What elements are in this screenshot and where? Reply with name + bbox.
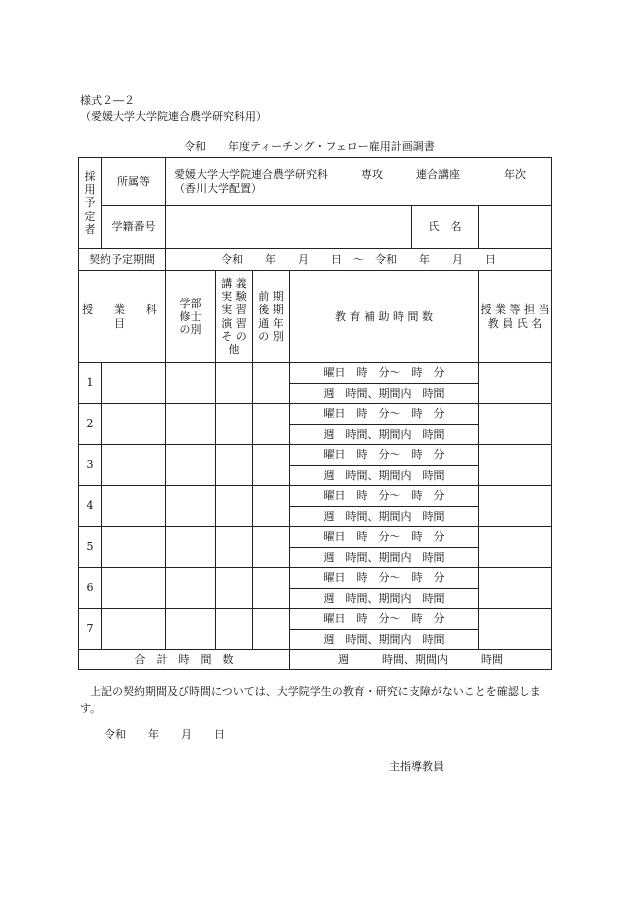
table-row bbox=[79, 445, 552, 466]
weekday-time-cell[interactable]: 曜日 時 分～ 時 分 bbox=[290, 527, 479, 548]
class-type-cell[interactable] bbox=[216, 486, 253, 527]
planned-employee-char-2: 用 bbox=[84, 183, 96, 197]
weekly-hours-cell[interactable]: 週 時間、期間内 時間 bbox=[290, 425, 479, 445]
table-row bbox=[79, 527, 552, 548]
term-cell[interactable] bbox=[253, 568, 290, 609]
total-hours-label: 合 計 時 間 数 bbox=[79, 650, 290, 670]
planned-employee-char-1: 採 bbox=[84, 170, 96, 184]
grade-cell[interactable] bbox=[166, 527, 216, 568]
form-number: 様式２―２ bbox=[80, 94, 135, 107]
supervisor-label: 主指導教員 bbox=[389, 760, 444, 773]
class-type-cell[interactable] bbox=[216, 363, 253, 404]
page-title: 令和 年度ティーチング・フェロー雇用計画調書 bbox=[184, 140, 435, 153]
subject-cell[interactable] bbox=[102, 609, 166, 650]
term-header-line-1: 前 期 bbox=[258, 290, 284, 304]
teacher-header-line-1: 授 業 等 担 当 bbox=[480, 303, 550, 317]
grade-cell[interactable] bbox=[166, 609, 216, 650]
weekday-time-cell[interactable]: 曜日 時 分～ 時 分 bbox=[290, 486, 479, 507]
date-line: 令和 年 月 日 bbox=[104, 728, 225, 741]
subject-cell[interactable] bbox=[102, 568, 166, 609]
weekday-time-cell[interactable]: 曜日 時 分～ 時 分 bbox=[290, 609, 479, 630]
weekday-time-cell[interactable]: 曜日 時 分～ 時 分 bbox=[290, 445, 479, 466]
class-type-header bbox=[216, 271, 253, 363]
class-type-cell[interactable] bbox=[216, 609, 253, 650]
grade-cell[interactable] bbox=[166, 568, 216, 609]
weekly-hours-cell[interactable]: 週 時間、期間内 時間 bbox=[290, 507, 479, 527]
term-cell[interactable] bbox=[253, 404, 290, 445]
teacher-cell[interactable] bbox=[479, 568, 552, 609]
grade-header-line-3: の別 bbox=[179, 323, 202, 337]
weekday-time-cell[interactable]: 曜日 時 分～ 時 分 bbox=[290, 568, 479, 589]
weekday-time-cell[interactable]: 曜日 時 分～ 時 分 bbox=[290, 363, 479, 384]
planned-employee-char-3: 予 bbox=[84, 196, 96, 210]
weekly-hours-cell[interactable]: 週 時間、期間内 時間 bbox=[290, 548, 479, 568]
class-type-header-line-5: そ の bbox=[221, 329, 247, 343]
term-header bbox=[253, 271, 290, 363]
class-type-cell[interactable] bbox=[216, 568, 253, 609]
grade-cell[interactable] bbox=[166, 486, 216, 527]
teacher-cell[interactable] bbox=[479, 445, 552, 486]
table-row bbox=[79, 486, 552, 507]
teacher-cell[interactable] bbox=[479, 609, 552, 650]
class-type-header-line-1: 講 義 bbox=[221, 276, 247, 290]
term-cell[interactable] bbox=[253, 363, 290, 404]
class-type-cell[interactable] bbox=[216, 445, 253, 486]
row-number: 6 bbox=[79, 568, 102, 609]
grade-header-line-1: 学部 bbox=[179, 296, 202, 310]
planned-employee-label bbox=[79, 158, 102, 249]
planned-employee-char-4: 定 bbox=[84, 209, 96, 223]
grade-cell[interactable] bbox=[166, 363, 216, 404]
contract-period-label: 契約予定期間 bbox=[79, 249, 166, 271]
affiliation-label: 所属等 bbox=[102, 158, 166, 206]
term-cell[interactable] bbox=[253, 527, 290, 568]
planned-employee-char-5: 者 bbox=[84, 222, 96, 236]
term-header-line-3: 通 年 bbox=[258, 316, 284, 330]
term-header-line-2: 後 期 bbox=[258, 303, 284, 317]
subject-cell[interactable] bbox=[102, 527, 166, 568]
table-row bbox=[79, 568, 552, 589]
total-row bbox=[79, 650, 552, 670]
subject-cell[interactable] bbox=[102, 486, 166, 527]
teacher-cell[interactable] bbox=[479, 404, 552, 445]
subject-header-label: 授 業 科 目 bbox=[82, 302, 178, 330]
affiliation-field[interactable] bbox=[166, 158, 552, 206]
class-type-header-line-6: 他 bbox=[228, 342, 240, 356]
table-row bbox=[79, 609, 552, 630]
teacher-cell[interactable] bbox=[479, 363, 552, 404]
weekly-hours-cell[interactable]: 週 時間、期間内 時間 bbox=[290, 384, 479, 404]
teacher-cell[interactable] bbox=[479, 486, 552, 527]
teacher-header bbox=[479, 271, 552, 363]
teacher-cell[interactable] bbox=[479, 527, 552, 568]
class-type-header-line-2: 実 験 bbox=[221, 290, 247, 304]
grade-header-line-2: 修士 bbox=[179, 309, 202, 323]
student-id-field[interactable] bbox=[166, 206, 412, 249]
subject-cell[interactable] bbox=[102, 404, 166, 445]
term-cell[interactable] bbox=[253, 445, 290, 486]
student-id-label: 学籍番号 bbox=[102, 206, 166, 249]
grade-cell[interactable] bbox=[166, 445, 216, 486]
employment-plan-table bbox=[78, 157, 552, 670]
class-type-header-line-3: 実 習 bbox=[221, 303, 247, 317]
contract-period-field[interactable]: 令和 年 月 日 ～ 令和 年 月 日 bbox=[166, 249, 552, 271]
row-number: 3 bbox=[79, 445, 102, 486]
row-number: 4 bbox=[79, 486, 102, 527]
confirmation-text: 上記の契約期間及び時間については、大学院学生の教育・研究に支障がないことを確認します。 bbox=[80, 685, 541, 715]
name-field[interactable] bbox=[479, 206, 552, 249]
class-type-header-line-4: 演 習 bbox=[221, 316, 247, 330]
row-number: 7 bbox=[79, 609, 102, 650]
class-type-cell[interactable] bbox=[216, 404, 253, 445]
weekly-hours-cell[interactable]: 週 時間、期間内 時間 bbox=[290, 630, 479, 650]
grade-header bbox=[166, 271, 216, 363]
subject-cell[interactable] bbox=[102, 445, 166, 486]
table-row bbox=[79, 404, 552, 425]
term-cell[interactable] bbox=[253, 609, 290, 650]
term-header-line-4: の 別 bbox=[258, 329, 284, 343]
table-row bbox=[79, 363, 552, 384]
weekly-hours-cell[interactable]: 週 時間、期間内 時間 bbox=[290, 466, 479, 486]
teacher-header-line-2: 教 員 氏 名 bbox=[487, 316, 543, 330]
affiliation-line-1: 愛媛大学大学院連合農学研究科 専攻 連合講座 年次 bbox=[174, 167, 526, 181]
row-number: 5 bbox=[79, 527, 102, 568]
teaching-hours-header: 教 育 補 助 時 間 数 bbox=[290, 271, 479, 363]
subject-cell[interactable] bbox=[102, 363, 166, 404]
term-cell[interactable] bbox=[253, 486, 290, 527]
affiliation-line-2: （香川大学配置） bbox=[174, 181, 262, 195]
total-hours-field[interactable]: 週 時間、期間内 時間 bbox=[290, 650, 552, 670]
weekday-time-cell[interactable]: 曜日 時 分～ 時 分 bbox=[290, 404, 479, 425]
class-type-cell[interactable] bbox=[216, 527, 253, 568]
name-label: 氏 名 bbox=[412, 206, 479, 249]
row-number: 1 bbox=[79, 363, 102, 404]
grade-cell[interactable] bbox=[166, 404, 216, 445]
row-number: 2 bbox=[79, 404, 102, 445]
subject-header bbox=[79, 271, 178, 363]
weekly-hours-cell[interactable]: 週 時間、期間内 時間 bbox=[290, 589, 479, 609]
form-scope: （愛媛大学大学院連合農学研究科用） bbox=[80, 110, 267, 123]
